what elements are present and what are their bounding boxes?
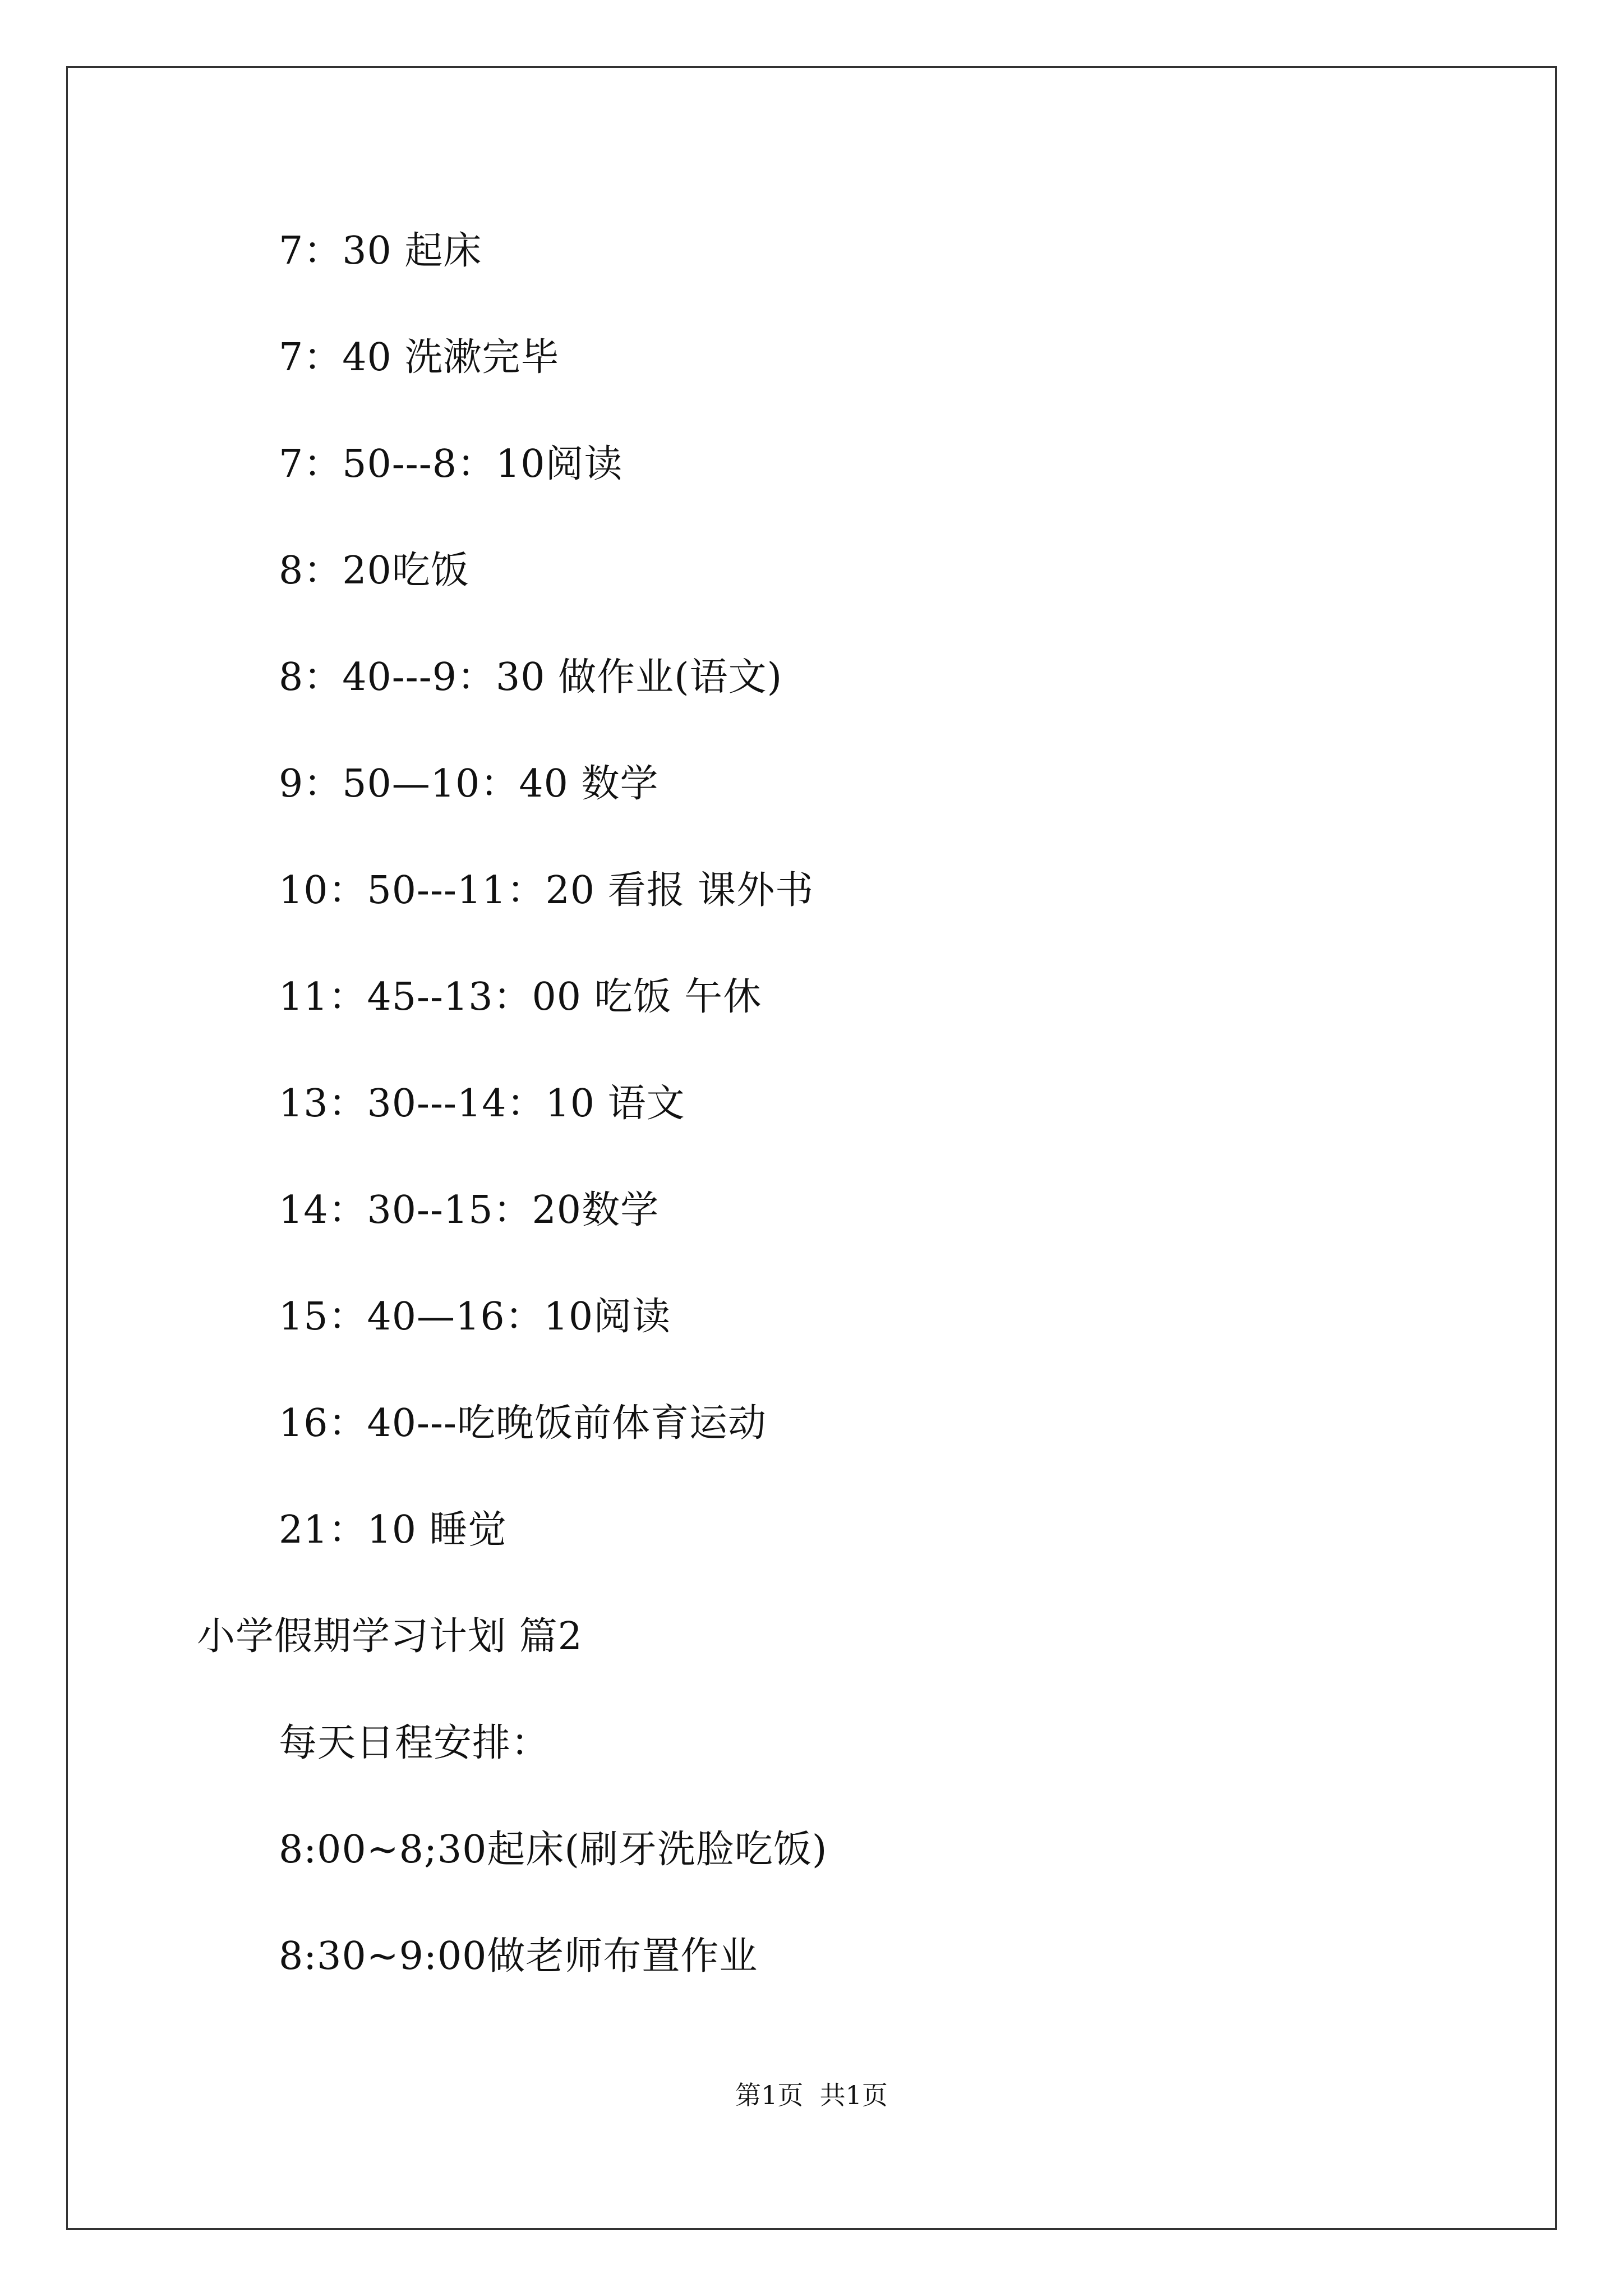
schedule-line: 16：40---吃晚饭前体育运动 [279, 1401, 767, 1446]
schedule-line: 7：40 洗漱完毕 [279, 335, 560, 380]
schedule-line: 9：50—10：40 数学 [279, 762, 659, 806]
section-heading: 小学假期学习计划 篇2 [197, 1614, 583, 1659]
schedule-line: 11：45--13：00 吃饭 午休 [279, 975, 762, 1019]
schedule-line: 8：20吃饭 [279, 549, 469, 593]
section-line: 每天日程安排： [279, 1721, 550, 1765]
section-line: 8:00~8;30起床(刷牙洗脸吃饭) [279, 1828, 828, 1872]
page-border [66, 66, 1557, 2230]
schedule-line: 7：30 起床 [279, 229, 482, 273]
schedule-line: 7：50---8：10阅读 [279, 442, 623, 486]
schedule-line: 8：40---9：30 做作业(语文) [279, 655, 783, 700]
schedule-line: 15：40—16：10阅读 [279, 1295, 671, 1339]
page-number-footer: 第1页 共1页 [735, 2080, 888, 2110]
section-line: 8:30~9:00做老师布置作业 [279, 1934, 758, 1978]
schedule-line: 10：50---11：20 看报 课外书 [279, 868, 814, 913]
schedule-line: 21：10 睡觉 [279, 1508, 507, 1552]
schedule-line: 13：30---14：10 语文 [279, 1082, 685, 1126]
schedule-line: 14：30--15：20数学 [279, 1188, 660, 1232]
